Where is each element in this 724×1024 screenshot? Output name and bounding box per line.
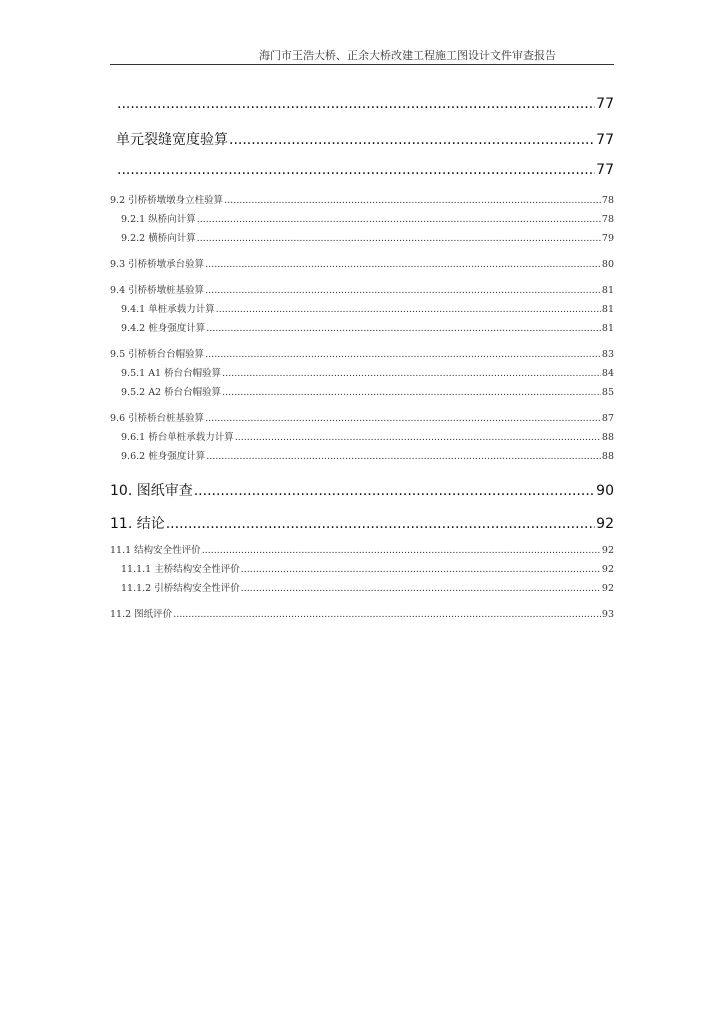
toc-entry[interactable] bbox=[121, 580, 614, 594]
toc-entry-page: 83 bbox=[601, 349, 614, 360]
toc-entry-label: 9.2.2 横桥向计算 bbox=[121, 233, 196, 244]
toc-entry[interactable] bbox=[110, 513, 614, 533]
toc-leader-dots bbox=[241, 564, 601, 575]
toc-entry[interactable] bbox=[116, 162, 614, 178]
toc-leader-dots bbox=[222, 368, 601, 379]
toc-entry-page: 92 bbox=[601, 583, 614, 594]
toc-entry-label: 9.5.2 A2 桥台台帽验算 bbox=[121, 387, 222, 398]
toc-entry-page: 81 bbox=[601, 285, 614, 296]
toc-entry[interactable] bbox=[121, 211, 614, 225]
toc-entry-label: 9.4.1 单桩承载力计算 bbox=[121, 304, 215, 315]
toc-entry-label: 9.5 引桥桥台台帽验算 bbox=[110, 349, 205, 360]
toc-leader-dots bbox=[197, 214, 601, 225]
toc-entry-label: 9.6.1 桥台单桩承载力计算 bbox=[121, 432, 234, 443]
toc-entry-label: 11.1.2 引桥结构安全性评价 bbox=[121, 583, 240, 594]
toc-entry-label: 9.3 引桥桥墩承台验算 bbox=[110, 259, 205, 270]
toc-leader-dots bbox=[224, 195, 601, 206]
toc-entry-page: 90 bbox=[596, 483, 614, 499]
toc-entry-page: 79 bbox=[601, 233, 614, 244]
toc-leader-dots bbox=[205, 349, 601, 360]
toc-entry-page: 88 bbox=[601, 451, 614, 462]
toc-entry-page: 84 bbox=[601, 368, 614, 379]
toc-entry[interactable] bbox=[121, 320, 614, 334]
toc-entry-page: 78 bbox=[601, 195, 614, 206]
toc-leader-dots bbox=[173, 609, 601, 620]
toc-entry-label: 9.2 引桥桥墩墩身立柱验算 bbox=[110, 195, 224, 206]
toc-leader-dots bbox=[117, 96, 595, 112]
toc-entry[interactable] bbox=[121, 384, 614, 398]
toc-entry-page: 77 bbox=[596, 132, 614, 148]
toc-entry-label: 10. 图纸审查 bbox=[110, 483, 193, 499]
toc-entry-label: 9.5.1 A1 桥台台帽验算 bbox=[121, 368, 222, 379]
toc-entry-page: 88 bbox=[601, 432, 614, 443]
toc-entry[interactable] bbox=[110, 256, 614, 270]
toc-leader-dots bbox=[166, 516, 595, 532]
toc-leader-dots bbox=[206, 323, 601, 334]
toc-entry-page: 87 bbox=[601, 413, 614, 424]
toc-entry[interactable] bbox=[116, 96, 614, 112]
toc-entry-label: 11.2 图纸评价 bbox=[110, 609, 173, 620]
toc-entry[interactable] bbox=[110, 410, 614, 424]
header-divider bbox=[110, 64, 614, 65]
toc-entry-label: 11.1.1 主桥结构安全性评价 bbox=[121, 564, 240, 575]
toc-entry[interactable] bbox=[121, 301, 614, 315]
toc-entry-label: 9.6 引桥桥台桩基验算 bbox=[110, 413, 205, 424]
toc-entry-page: 81 bbox=[601, 323, 614, 334]
toc-entry[interactable] bbox=[121, 429, 614, 443]
toc-leader-dots bbox=[197, 233, 601, 244]
toc-entry[interactable] bbox=[110, 606, 614, 620]
toc-entry-page: 77 bbox=[596, 162, 614, 178]
toc-leader-dots bbox=[202, 545, 601, 556]
toc-entry-page: 85 bbox=[601, 387, 614, 398]
toc-entry-page: 92 bbox=[601, 564, 614, 575]
toc-entry[interactable] bbox=[110, 282, 614, 296]
toc-entry[interactable] bbox=[110, 192, 614, 206]
toc-leader-dots bbox=[229, 132, 595, 148]
toc-entry-label: 9.4.2 桩身强度计算 bbox=[121, 323, 206, 334]
toc-entry-label: 11. 结论 bbox=[110, 516, 165, 532]
toc-entry-page: 92 bbox=[601, 545, 614, 556]
toc-entry-page: 78 bbox=[601, 214, 614, 225]
toc-leader-dots bbox=[205, 259, 601, 270]
toc-entry-page: 92 bbox=[596, 516, 614, 532]
toc-entry-label: 11.1 结构安全性评价 bbox=[110, 545, 201, 556]
toc-leader-dots bbox=[206, 451, 601, 462]
toc-entry-page: 80 bbox=[601, 259, 614, 270]
toc-entry[interactable] bbox=[121, 365, 614, 379]
toc-entry[interactable] bbox=[116, 129, 614, 149]
toc-entry[interactable] bbox=[110, 542, 614, 556]
toc-entry-page: 77 bbox=[596, 96, 614, 112]
toc-leader-dots bbox=[205, 413, 601, 424]
toc-entry[interactable] bbox=[121, 448, 614, 462]
toc-entry[interactable] bbox=[110, 480, 614, 500]
toc-leader-dots bbox=[241, 583, 601, 594]
toc-entry[interactable] bbox=[121, 230, 614, 244]
toc-entry-label: 单元裂缝宽度验算 bbox=[116, 132, 228, 148]
toc-entry-label: 9.4 引桥桥墩桩基验算 bbox=[110, 285, 205, 296]
toc-leader-dots bbox=[235, 432, 601, 443]
toc-leader-dots bbox=[117, 162, 595, 178]
running-header-title: 海门市王浩大桥、正余大桥改建工程施工图设计文件审查报告 bbox=[259, 49, 556, 62]
toc-entry[interactable] bbox=[121, 561, 614, 575]
toc-entry-page: 81 bbox=[601, 304, 614, 315]
toc-leader-dots bbox=[205, 285, 601, 296]
toc-leader-dots bbox=[216, 304, 601, 315]
toc-entry-label: 9.6.2 桩身强度计算 bbox=[121, 451, 206, 462]
toc-leader-dots bbox=[222, 387, 601, 398]
toc-leader-dots bbox=[194, 483, 595, 499]
toc-entry-page: 93 bbox=[601, 609, 614, 620]
toc-entry[interactable] bbox=[110, 346, 614, 360]
toc-entry-label: 9.2.1 纵桥向计算 bbox=[121, 214, 196, 225]
